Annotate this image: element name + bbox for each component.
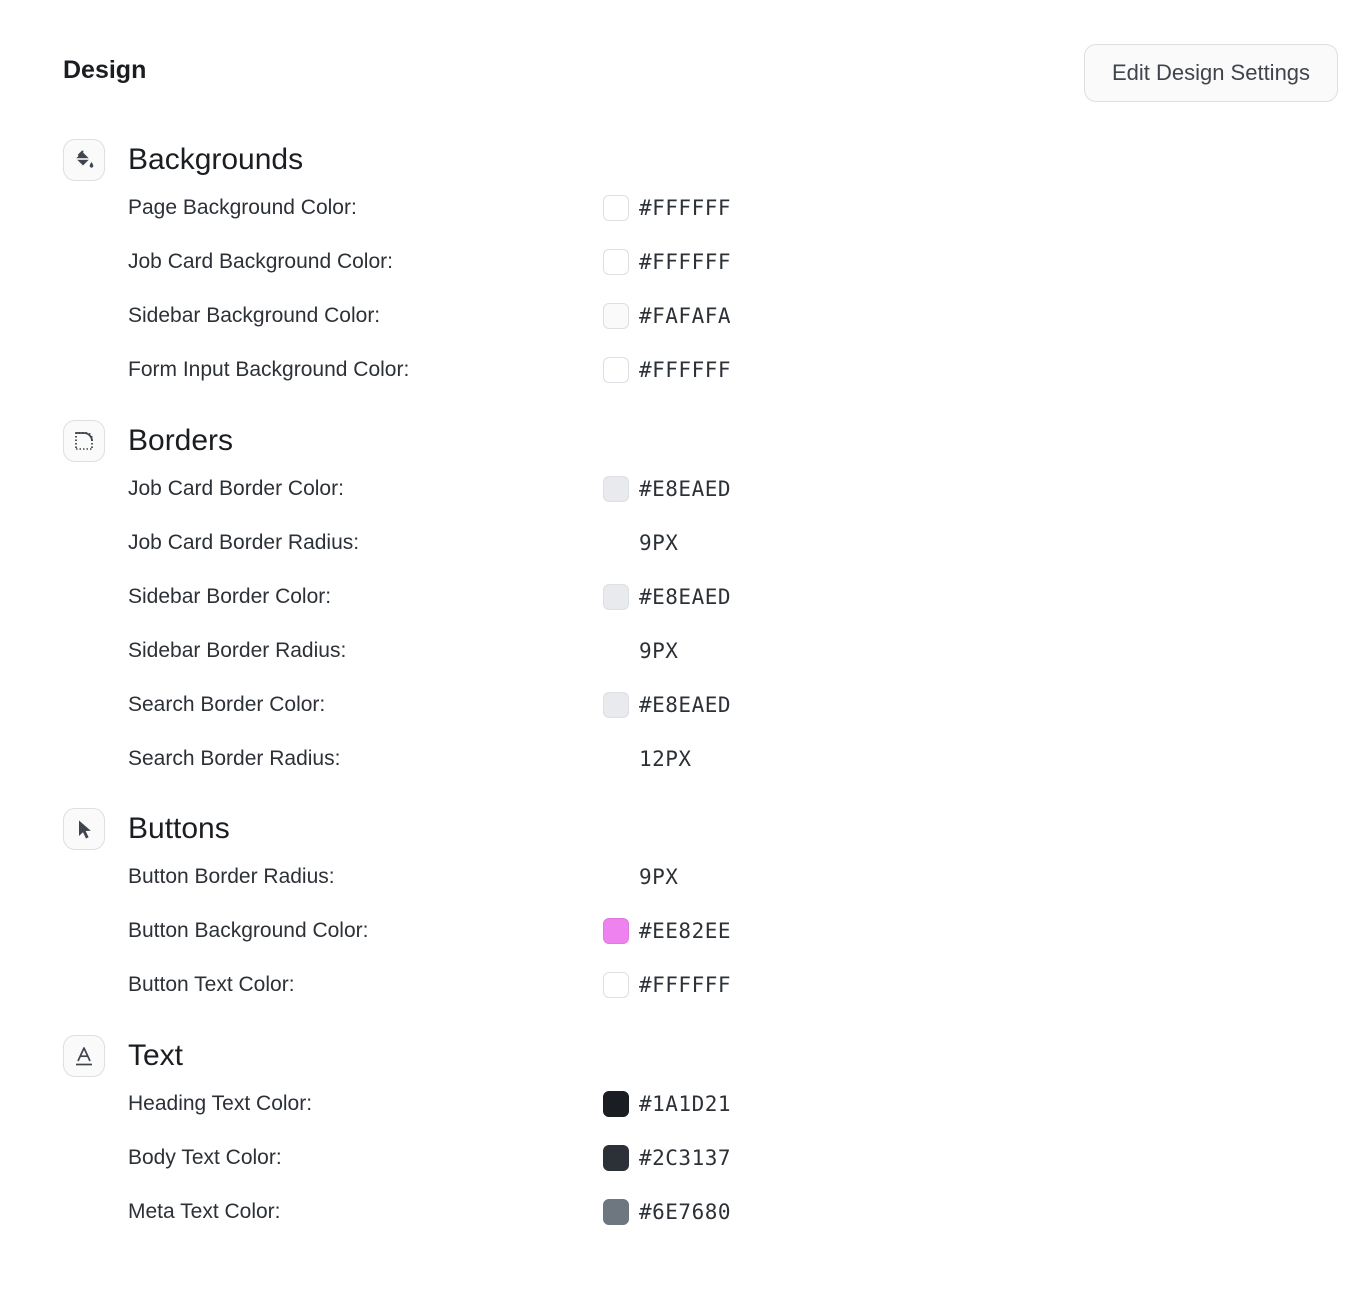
section-title-backgrounds: Backgrounds <box>128 143 304 176</box>
setting-label: Sidebar Border Radius: <box>128 639 347 662</box>
setting-row-search-border-color <box>128 690 768 720</box>
setting-row-page-background-color <box>128 193 768 223</box>
setting-row-job-card-background-color <box>128 247 768 277</box>
setting-value: #1A1D21 <box>639 1092 732 1116</box>
setting-value: #FFFFFF <box>639 250 732 274</box>
section-header-buttons <box>63 807 230 851</box>
paint-bucket-icon <box>63 139 105 181</box>
setting-value: #FFFFFF <box>639 973 732 997</box>
section-header-backgrounds <box>63 138 303 182</box>
border-radius-icon <box>63 420 105 462</box>
setting-label: Button Background Color: <box>128 919 369 942</box>
setting-value: #EE82EE <box>639 919 732 943</box>
color-swatch <box>603 584 629 610</box>
setting-row-search-border-radius <box>128 744 768 774</box>
color-swatch <box>603 1199 629 1225</box>
setting-row-sidebar-background-color <box>128 301 768 331</box>
setting-value: 9PX <box>639 639 679 663</box>
color-swatch <box>603 918 629 944</box>
cursor-pointer-icon <box>63 808 105 850</box>
setting-value: #6E7680 <box>639 1200 732 1224</box>
setting-row-button-border-radius <box>128 862 768 892</box>
setting-row-heading-text-color <box>128 1089 768 1119</box>
setting-label: Body Text Color: <box>128 1146 282 1169</box>
setting-value: #FAFAFA <box>639 304 732 328</box>
setting-label: Heading Text Color: <box>128 1092 313 1115</box>
setting-row-sidebar-border-radius <box>128 636 768 666</box>
section-header-text <box>63 1034 183 1078</box>
section-header-borders <box>63 419 233 463</box>
text-format-icon <box>63 1035 105 1077</box>
setting-row-meta-text-color <box>128 1197 768 1227</box>
page-title: Design <box>63 56 147 84</box>
setting-value: 9PX <box>639 531 679 555</box>
setting-value: #E8EAED <box>639 477 732 501</box>
setting-label: Sidebar Background Color: <box>128 304 381 327</box>
color-swatch <box>603 1091 629 1117</box>
section-title-text: Text <box>128 1039 184 1072</box>
edit-design-settings-button[interactable]: Edit Design Settings <box>1084 44 1338 102</box>
setting-value: #E8EAED <box>639 585 732 609</box>
color-swatch <box>603 303 629 329</box>
section-title-borders: Borders <box>128 424 234 457</box>
setting-row-job-card-border-color <box>128 474 768 504</box>
color-swatch <box>603 249 629 275</box>
color-swatch <box>603 357 629 383</box>
setting-label: Page Background Color: <box>128 196 357 219</box>
setting-value: #FFFFFF <box>639 358 732 382</box>
color-swatch <box>603 195 629 221</box>
setting-label: Button Text Color: <box>128 973 295 996</box>
setting-label: Sidebar Border Color: <box>128 585 332 608</box>
setting-value: 12PX <box>639 747 692 771</box>
color-swatch <box>603 972 629 998</box>
color-swatch <box>603 692 629 718</box>
setting-label: Search Border Color: <box>128 693 326 716</box>
setting-row-form-input-background-color <box>128 355 768 385</box>
section-title-buttons: Buttons <box>128 812 230 845</box>
setting-label: Search Border Radius: <box>128 747 341 770</box>
setting-label: Job Card Border Radius: <box>128 531 360 554</box>
setting-row-button-background-color <box>128 916 768 946</box>
setting-label: Form Input Background Color: <box>128 358 410 381</box>
setting-value: #2C3137 <box>639 1146 732 1170</box>
setting-label: Meta Text Color: <box>128 1200 281 1223</box>
setting-label: Job Card Border Color: <box>128 477 344 500</box>
setting-value: 9PX <box>639 865 679 889</box>
setting-row-job-card-border-radius <box>128 528 768 558</box>
setting-row-body-text-color <box>128 1143 768 1173</box>
setting-row-button-text-color <box>128 970 768 1000</box>
setting-value: #FFFFFF <box>639 196 732 220</box>
setting-label: Job Card Background Color: <box>128 250 393 273</box>
setting-value: #E8EAED <box>639 693 732 717</box>
color-swatch <box>603 1145 629 1171</box>
color-swatch <box>603 476 629 502</box>
setting-row-sidebar-border-color <box>128 582 768 612</box>
setting-label: Button Border Radius: <box>128 865 335 888</box>
